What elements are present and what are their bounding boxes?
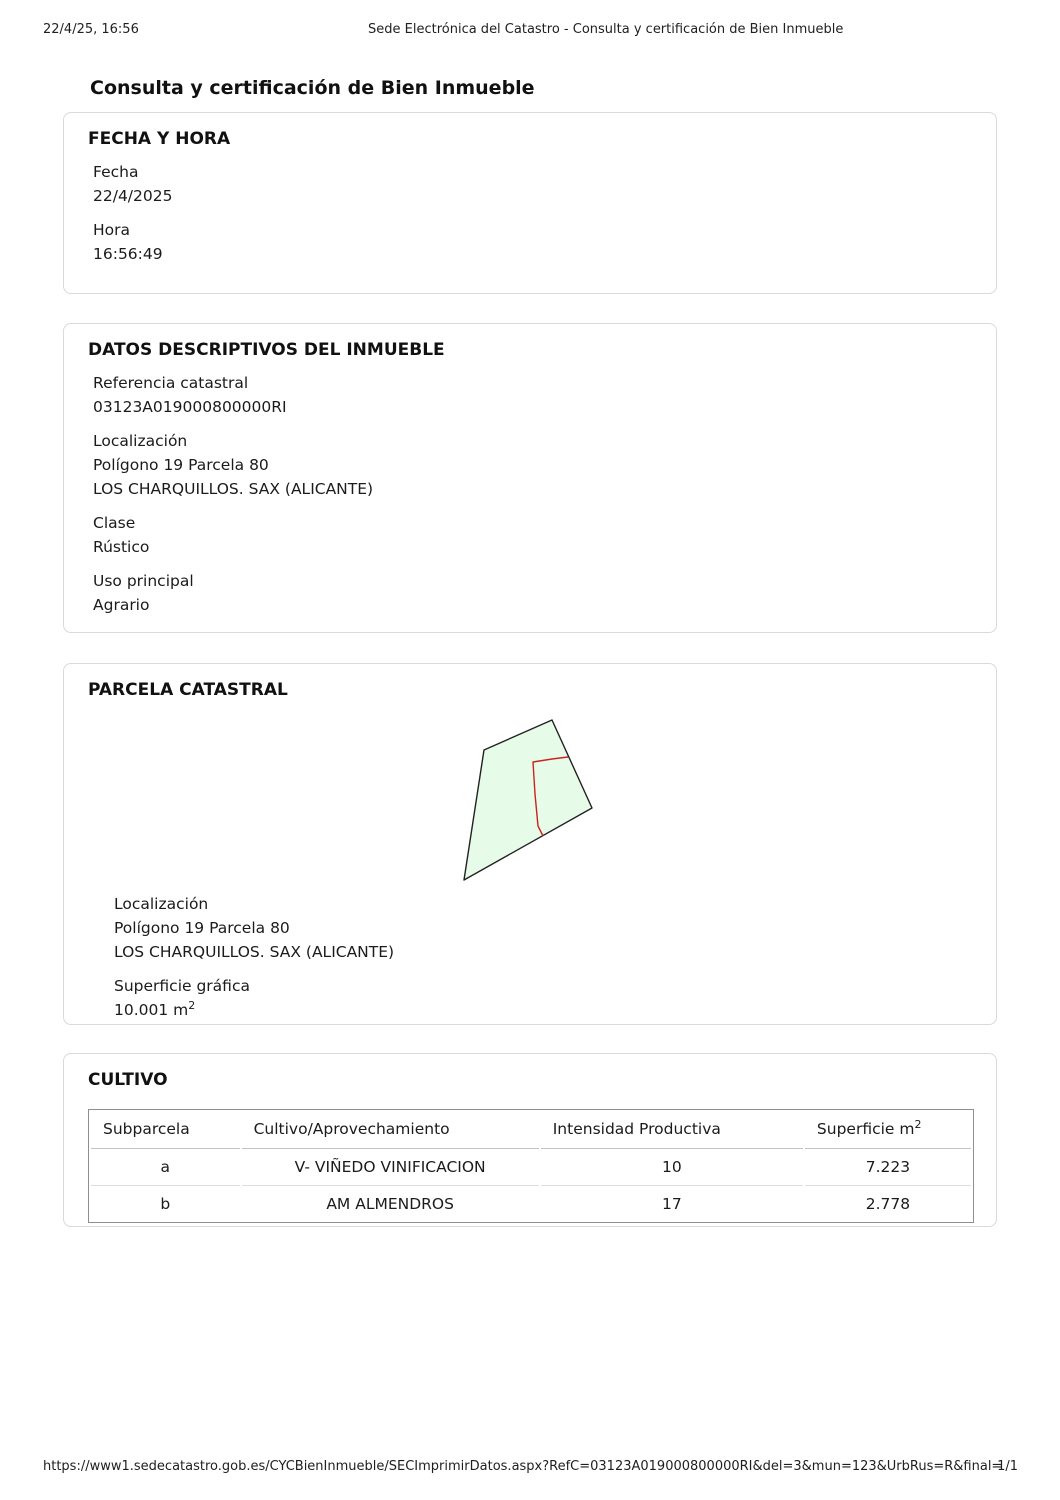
parcela-localizacion-field bbox=[114, 892, 972, 964]
col-header-superficie bbox=[805, 1110, 971, 1148]
hora-value: 16:56:49 bbox=[93, 245, 163, 263]
clase-value: Rústico bbox=[93, 538, 150, 556]
superficie-grafica-field bbox=[114, 974, 972, 1022]
cultivo-table bbox=[88, 1109, 974, 1223]
col-header-intensidad-productiva: Intensidad Productiva bbox=[552, 1120, 721, 1138]
uso-principal-label: Uso principal bbox=[93, 572, 194, 590]
cell-subparcela: b bbox=[91, 1185, 240, 1222]
col-header-superficie-exponent: 2 bbox=[914, 1117, 922, 1131]
cultivo-table-header-row bbox=[91, 1110, 971, 1148]
parcel-boundary-polygon bbox=[464, 720, 592, 880]
superficie-grafica-value bbox=[114, 998, 972, 1022]
cell-superficie: 2.778 bbox=[805, 1185, 971, 1222]
datos-fields bbox=[88, 371, 972, 617]
parcela-localizacion-label: Localización bbox=[114, 895, 209, 913]
print-header-doc-title: Sede Electrónica del Catastro - Consulta y certificación de Bien Inmueble bbox=[368, 22, 844, 37]
cell-intensidad: 10 bbox=[541, 1148, 803, 1185]
fecha-label: Fecha bbox=[93, 163, 139, 181]
parcel-map-svg bbox=[455, 709, 605, 882]
datos-descriptivos-heading: DATOS DESCRIPTIVOS DEL INMUEBLE bbox=[88, 340, 445, 360]
cultivo-panel bbox=[63, 1053, 997, 1227]
clase-label: Clase bbox=[93, 514, 136, 532]
fecha-value: 22/4/2025 bbox=[93, 187, 173, 205]
hora-field bbox=[93, 218, 972, 266]
cell-intensidad: 17 bbox=[541, 1185, 803, 1222]
referencia-catastral-value: 03123A019000800000RI bbox=[93, 398, 287, 416]
print-footer-page-indicator: 1/1 bbox=[997, 1459, 1018, 1474]
referencia-catastral-field bbox=[93, 371, 972, 419]
parcela-localizacion-line1: Polígono 19 Parcela 80 bbox=[114, 919, 290, 937]
localizacion-line2: LOS CHARQUILLOS. SAX (ALICANTE) bbox=[93, 480, 374, 498]
cell-cultivo: AM ALMENDROS bbox=[242, 1185, 539, 1222]
fecha-field bbox=[93, 160, 972, 208]
parcela-fields bbox=[88, 892, 972, 1022]
localizacion-field bbox=[93, 429, 972, 501]
print-header-datetime: 22/4/25, 16:56 bbox=[43, 22, 139, 37]
superficie-grafica-exponent: 2 bbox=[188, 998, 196, 1012]
fecha-hora-heading: FECHA Y HORA bbox=[88, 129, 231, 149]
col-header-superficie-text: Superficie m bbox=[816, 1120, 915, 1138]
referencia-catastral-label: Referencia catastral bbox=[93, 374, 249, 392]
page-title: Consulta y certificación de Bien Inmueble bbox=[90, 77, 535, 99]
fecha-hora-fields bbox=[88, 160, 972, 266]
localizacion-line1: Polígono 19 Parcela 80 bbox=[93, 456, 269, 474]
fecha-hora-panel bbox=[63, 112, 997, 294]
parcela-catastral-panel bbox=[63, 663, 997, 1025]
col-header-cultivo-aprovechamiento: Cultivo/Aprovechamiento bbox=[253, 1120, 450, 1138]
cell-superficie: 7.223 bbox=[805, 1148, 971, 1185]
parcela-catastral-heading: PARCELA CATASTRAL bbox=[88, 680, 288, 700]
superficie-grafica-label: Superficie gráfica bbox=[114, 977, 250, 995]
parcel-map bbox=[455, 709, 605, 882]
superficie-grafica-number: 10.001 m bbox=[114, 1001, 189, 1019]
datos-descriptivos-panel bbox=[63, 323, 997, 633]
col-header-subparcela: Subparcela bbox=[103, 1120, 190, 1138]
uso-principal-value: Agrario bbox=[93, 596, 150, 614]
hora-label: Hora bbox=[93, 221, 131, 239]
clase-field bbox=[93, 511, 972, 559]
localizacion-label: Localización bbox=[93, 432, 188, 450]
parcela-localizacion-line2: LOS CHARQUILLOS. SAX (ALICANTE) bbox=[114, 943, 395, 961]
print-footer-url: https://www1.sedecatastro.gob.es/CYCBienInmueble/SECImprimirDatos.aspx?RefC=03123A019000800000RI&del=3&mun=123&UrbRus=R&final= bbox=[43, 1459, 1003, 1474]
table-row bbox=[91, 1185, 971, 1222]
cultivo-heading: CULTIVO bbox=[88, 1070, 168, 1090]
cell-subparcela: a bbox=[91, 1148, 240, 1185]
table-row bbox=[91, 1148, 971, 1185]
uso-principal-field bbox=[93, 569, 972, 617]
cell-cultivo: V- VIÑEDO VINIFICACION bbox=[242, 1148, 539, 1185]
